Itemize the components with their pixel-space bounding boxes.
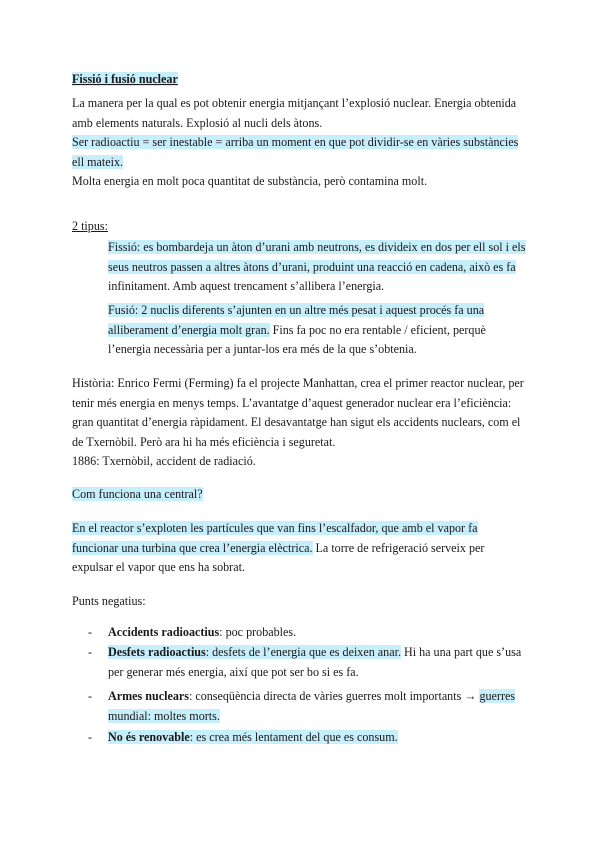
central-paragraph: En el reactor s’exploten les partícules que van fins l’escalfador, que amb el vapor fa funcionar una turbina que crea l’energia elèctrica. La torre de refrigeració serveix per expulsar el vapor que ens ha sobrat. [72, 521, 485, 575]
list-item: Desfets radioactius: desfets de l’energia que es deixen anar. Hi ha una part que s’usa per generar més energia, així que pot ser bo si es fa. [108, 645, 522, 679]
list-bullet: - [88, 730, 93, 744]
central-heading: Com funciona una central? [72, 487, 203, 501]
fusion-paragraph: Fusió: 2 nuclis diferents s’ajunten en un altre més pesat i aquest procés fa una alliberament d’energia molt gran. Fins fa poc no era rentable / eficient, perquè l’energia necessària per a juntar-los era més de la que s’obtenia. [108, 303, 486, 357]
fission-paragraph: Fissió: es bombardeja un àton d’urani amb neutrons, es divideix en dos per ell sol i els seus neutros passen a altres àtons d’urani, produint una reacció en cadena, això es fa infinitament. Amb aquest trencament s’allibera l’energia. [108, 240, 526, 294]
list-bullet: - [88, 645, 93, 659]
list-item: No és renovable: es crea més lentament del que es consum. [108, 730, 398, 744]
list-bullet: - [88, 625, 93, 639]
page-title: Fissió i fusió nuclear [72, 72, 178, 86]
list-item: Accidents radioactius: poc probables. [108, 625, 297, 639]
negatives-heading: Punts negatius: [72, 594, 146, 608]
intro-paragraph: La manera per la qual es pot obtenir energia mitjançant l’explosió nuclear. Energia obtenida amb elements naturals. Explosió al nucli dels àtons. Ser radioactiu = ser inestable = arriba un moment en que pot dividir-se en vàries substàncies ell mateix. Molta energia en molt poca quantitat de substància, però contamina molt. [72, 96, 519, 189]
list-bullet: - [88, 689, 93, 703]
history-paragraph: Història: Enrico Fermi (Ferming) fa el projecte Manhattan, crea el primer reactor nuclear, per tenir més energia en menys temps. L’avantatge d’aquest generador nuclear era l’eficiència: gran quantitat d’energia ràpidament. El desavantatge han sigut els accidents nuclears, com el de Txernòbil. Però ara hi ha més eficiència i seguretat. 1886: Txernòbil, accident de radiació. [72, 376, 524, 469]
types-heading: 2 tipus: [72, 219, 108, 233]
list-item: Armes nuclears: conseqüència directa de vàries guerres molt importants → guerres mundial: moltes morts. [108, 689, 516, 723]
